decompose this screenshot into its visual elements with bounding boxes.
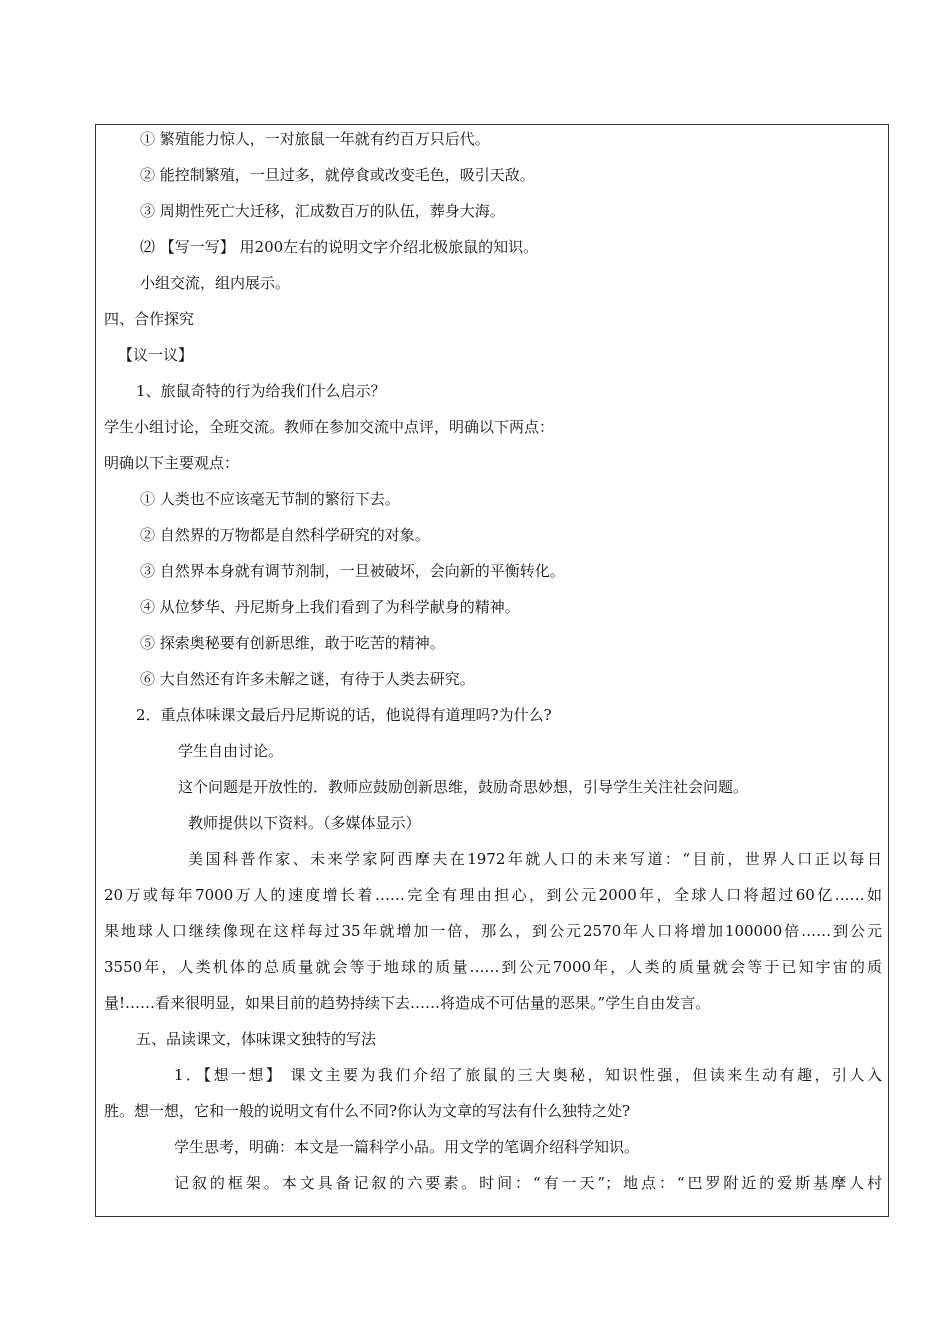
subsection-heading: 【议一议】 [118,346,194,364]
section-heading: 四、合作探究 [104,310,195,328]
document-table-cell [95,124,889,1217]
text-line: 胜。想一想，它和一般的说明文有什么不同?你认为文章的写法有什么独特之处? [104,1102,631,1120]
quote-line: 20万或每年7000万人的速度增长着……完全有理由担心，到公元2000年，全球人口将超过60亿……如 [104,886,882,904]
task-line: ⑵ 【写一写】 用200左右的说明文字介绍北极旅鼠的知识。 [140,238,539,256]
text-line: 明确以下主要观点： [104,454,240,472]
text-line: 小组交流，组内展示。 [140,274,291,292]
point-line: ① 人类也不应该毫无节制的繁衍下去。 [140,490,400,508]
text-line: 学生小组讨论，全班交流。教师在参加交流中点评，明确以下两点： [104,418,555,436]
task-line: 1．【想一想】 课文主要为我们介绍了旅鼠的三大奥秘，知识性强，但读来生动有趣，引人入 [174,1066,882,1084]
quote-line: 美国科普作家、未来学家阿西摩夫在1972年就人口的未来写道：“目前，世界人口正以每日 [188,850,882,868]
quote-line: 果地球人口继续像现在这样每过35年就增加一倍，那么，到公元2570年人口将增加100000倍……到公元 [104,922,882,940]
text-line: 学生自由讨论。 [178,742,284,760]
question-line: 2．重点体味课文最后丹尼斯说的话，他说得有道理吗?为什么? [136,706,552,724]
question-line: 1、旅鼠奇特的行为给我们什么启示？ [136,382,386,400]
point-line: ② 自然界的万物都是自然科学研究的对象。 [140,526,430,544]
point-line: ⑤ 探索奥秘要有创新思维，敢于吃苦的精神。 [140,634,445,652]
point-line: ④ 从位梦华、丹尼斯身上我们看到了为科学献身的精神。 [140,598,520,616]
text-line: 记叙的框架。本文具备记叙的六要素。时间：“有一天”；地点：“巴罗附近的爱斯基摩人村 [174,1174,882,1192]
quote-line: 3550年，人类机体的总质量就会等于地球的质量……到公元7000年，人类的质量就会等于已知宇宙的质 [104,958,882,976]
point-line: ⑥ 大自然还有许多未解之谜，有待于人类去研究。 [140,670,475,688]
text-line: 学生思考，明确：本文是一篇科学小品。用文学的笔调介绍科学知识。 [174,1138,640,1156]
point-line: ③ 周期性死亡大迁移，汇成数百万的队伍，葬身大海。 [140,202,505,220]
point-line: ③ 自然界本身就有调节剂制，一旦被破坏，会向新的平衡转化。 [140,562,565,580]
point-line: ① 繁殖能力惊人，一对旅鼠一年就有约百万只后代。 [140,130,490,148]
point-line: ② 能控制繁殖，一旦过多，就停食或改变毛色，吸引天敌。 [140,166,535,184]
section-heading: 五、品读课文，体味课文独特的写法 [136,1030,377,1048]
text-line: 教师提供以下资料。（多媒体显示） [188,814,421,832]
text-line: 这个问题是开放性的．教师应鼓励创新思维，鼓励奇思妙想，引导学生关注社会问题。 [178,778,749,796]
quote-line: 量!……看来很明显，如果目前的趋势持续下去……将造成不可估量的恶果。”学生自由发言。 [104,994,711,1012]
